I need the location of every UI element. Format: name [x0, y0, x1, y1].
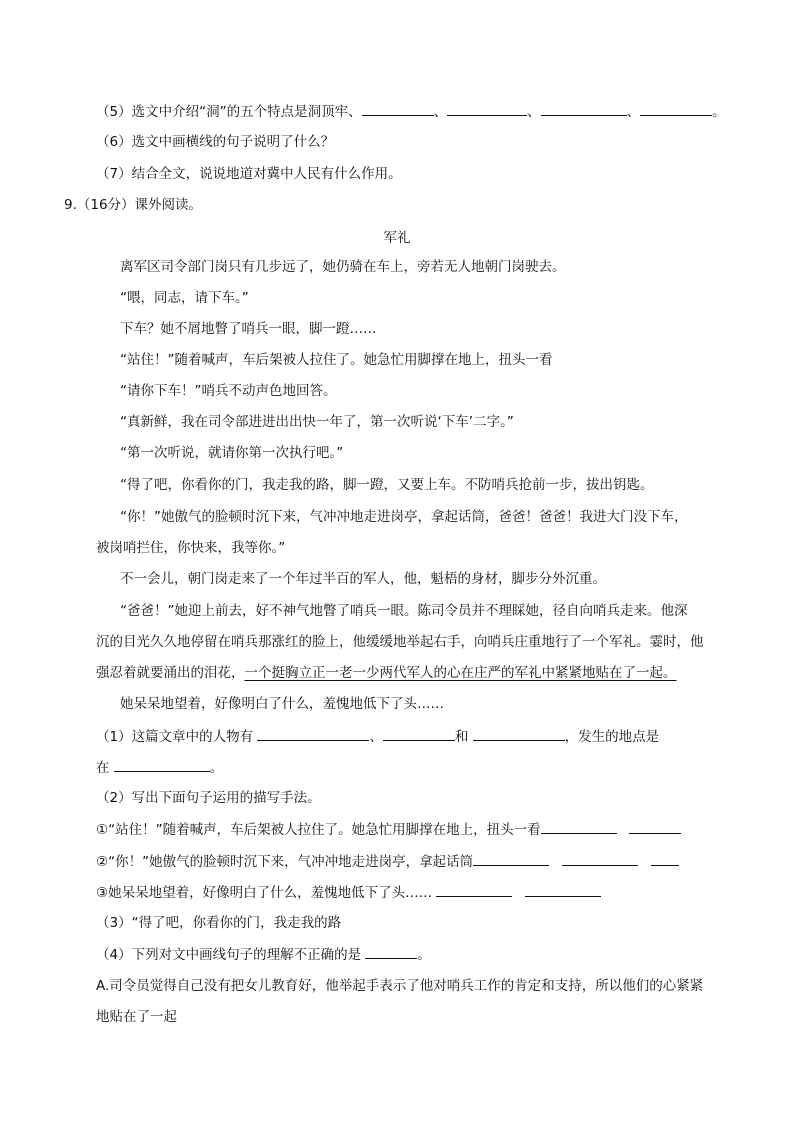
- question-6: （6）选文中画横线的句子说明了什么？: [96, 134, 335, 150]
- paragraph: “爸爸！”她迎上前去，好不神气地瞥了哨兵一眼。陈司令员并不理睬她，径自向哨兵走来。他深: [120, 603, 688, 619]
- answer-blank[interactable]: [114, 757, 210, 772]
- paragraph: 离军区司令部门岗只有几步远了，她仍骑在车上，旁若无人地朝门岗驶去。: [120, 259, 566, 275]
- story-title: 军礼: [383, 230, 411, 246]
- answer-blank[interactable]: [640, 101, 712, 116]
- question-9-heading: 9.（16分）课外阅读。: [64, 197, 203, 213]
- answer-blank[interactable]: [257, 726, 369, 741]
- subquestion-2-item: ①“站住！”随着喊声，车后架被人拉住了。她急忙用脚撑在地上，扭头一看: [96, 819, 681, 840]
- paragraph: “第一次听说，就请你第一次执行吧。”: [120, 445, 344, 461]
- subquestion-2-item: ②“你！”她傲气的脸顿时沉下来，气冲冲地走进岗亭，拿起话筒: [96, 851, 679, 872]
- answer-blank[interactable]: [436, 882, 512, 897]
- answer-blank[interactable]: [629, 819, 681, 834]
- paragraph-continued: 沉的目光久久地停留在哨兵那涨红的脸上，他缓缓地举起右手，向哨兵庄重地行了一个军礼。霎时，他: [96, 634, 704, 650]
- answer-blank[interactable]: [562, 851, 638, 866]
- paragraph: “喂，同志，请下车。”: [120, 290, 249, 306]
- paragraph: 下车？她不屑地瞥了哨兵一眼，脚一蹬……: [120, 321, 377, 337]
- paragraph: “请你下车！”哨兵不动声色地回答。: [120, 383, 337, 399]
- option-a-continued: 地贴在了一起: [96, 1009, 177, 1025]
- answer-blank[interactable]: [447, 101, 527, 116]
- subquestion-4: （4）下列对文中画线句子的理解不正确的是 。: [96, 944, 431, 965]
- underlined-sentence: 一个挺胸立正一老一少两代军人的心在庄严的军礼中紧紧地贴在了一起。: [244, 665, 677, 681]
- paragraph-continued: [96, 663, 677, 683]
- answer-blank[interactable]: [383, 726, 455, 741]
- paragraph: “真新鲜，我在司令部进进出出快一年了，第一次听说‘下车’二字。”: [120, 414, 514, 430]
- answer-blank[interactable]: [365, 944, 417, 959]
- answer-blank[interactable]: [473, 851, 549, 866]
- paragraph: 她呆呆地望着，好像明白了什么，羞愧地低下了头……: [120, 696, 444, 712]
- paragraph: “你！”她傲气的脸顿时沉下来，气冲冲地走进岗亭，拿起话筒，爸爸！爸爸！我进大门没下车，: [120, 509, 688, 525]
- paragraph: “站住！”随着喊声，车后架被人拉住了。她急忙用脚撑在地上，扭头一看: [120, 352, 553, 368]
- subquestion-2: （2）写出下面句子运用的描写手法。: [96, 790, 321, 806]
- question-5: （5）选文中介绍“洞”的五个特点是洞顶牢、 、 、 、 。: [96, 101, 726, 122]
- subquestion-1-continued: 在 。: [96, 757, 223, 778]
- answer-blank[interactable]: [473, 726, 565, 741]
- option-a[interactable]: A.司令员觉得自己没有把女儿教育好，他举起手表示了他对哨兵工作的肯定和支持，所以他们的心紧紧: [96, 978, 704, 994]
- paragraph-continued: 被岗哨拦住，你快来，我等你。”: [96, 540, 286, 556]
- answer-blank[interactable]: [541, 101, 627, 116]
- question-7: （7）结合全文，说说地道对冀中人民有什么作用。: [96, 166, 402, 182]
- answer-blank[interactable]: [651, 851, 679, 866]
- answer-blank[interactable]: [362, 101, 434, 116]
- text-plain: 强忍着就要涌出的泪花，: [96, 665, 245, 681]
- subquestion-3: （3）“得了吧，你看你的门，我走我的路: [96, 915, 342, 931]
- answer-blank[interactable]: [541, 819, 617, 834]
- subquestion-2-item: ③她呆呆地望着，好像明白了什么，羞愧地低下了头……: [96, 882, 601, 903]
- paragraph: 不一会儿，朝门岗走来了一个年过半百的军人，他，魁梧的身材，脚步分外沉重。: [120, 571, 606, 587]
- paragraph: “得了吧，你看你的门，我走我的路，脚一蹬，又要上车。不防哨兵抢前一步，拔出钥匙。: [120, 477, 654, 493]
- answer-blank[interactable]: [525, 882, 601, 897]
- subquestion-1: （1）这篇文章中的人物有 、 和 ，发生的地点是: [96, 726, 659, 747]
- question-5-text: （5）选文中介绍“洞”的五个特点是洞顶牢、: [96, 104, 362, 120]
